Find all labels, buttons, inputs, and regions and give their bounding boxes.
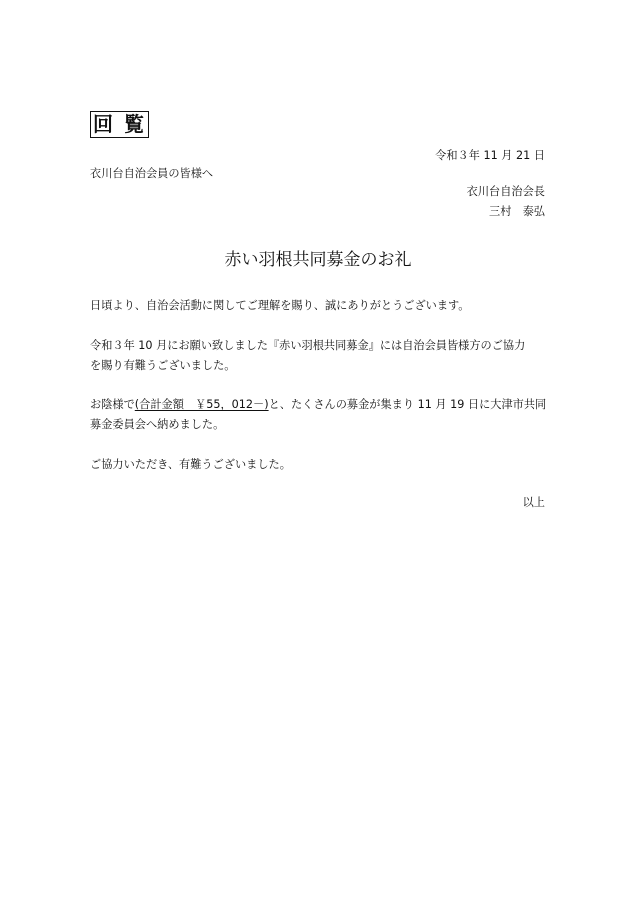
document-date: 令和３年 11 月 21 日 <box>435 149 545 162</box>
total-amount: (合計金額 ￥55，012－) <box>134 398 269 411</box>
result-prefix: お陰様で <box>90 398 135 411</box>
document-title: 赤い羽根共同募金のお礼 <box>224 250 412 270</box>
sender-name: 三村 泰弘 <box>489 205 545 218</box>
paragraph-request-line2: を賜り有難うございました。 <box>90 359 236 372</box>
addressee: 衣川台自治会員の皆様へ <box>90 167 214 180</box>
sender-organization: 衣川台自治会長 <box>466 185 545 198</box>
paragraph-result-line2: 募金委員会へ納めました。 <box>90 418 225 431</box>
paragraph-result-line1 <box>90 398 546 412</box>
paragraph-request-line1: 令和３年 10 月にお願い致しました『赤い羽根共同募金』には自治会員皆様方のご協力 <box>90 339 526 352</box>
closing-mark: 以上 <box>522 496 545 509</box>
paragraph-greeting: 日頃より、自治会活動に関してご理解を賜り、誠にありがとうございます。 <box>90 299 470 312</box>
circulation-stamp: 回 覧 <box>90 111 149 138</box>
result-suffix: と、たくさんの募金が集まり 11 月 19 日に大津市共同 <box>268 398 547 411</box>
paragraph-thanks: ご協力いただき、有難うございました。 <box>90 458 291 471</box>
